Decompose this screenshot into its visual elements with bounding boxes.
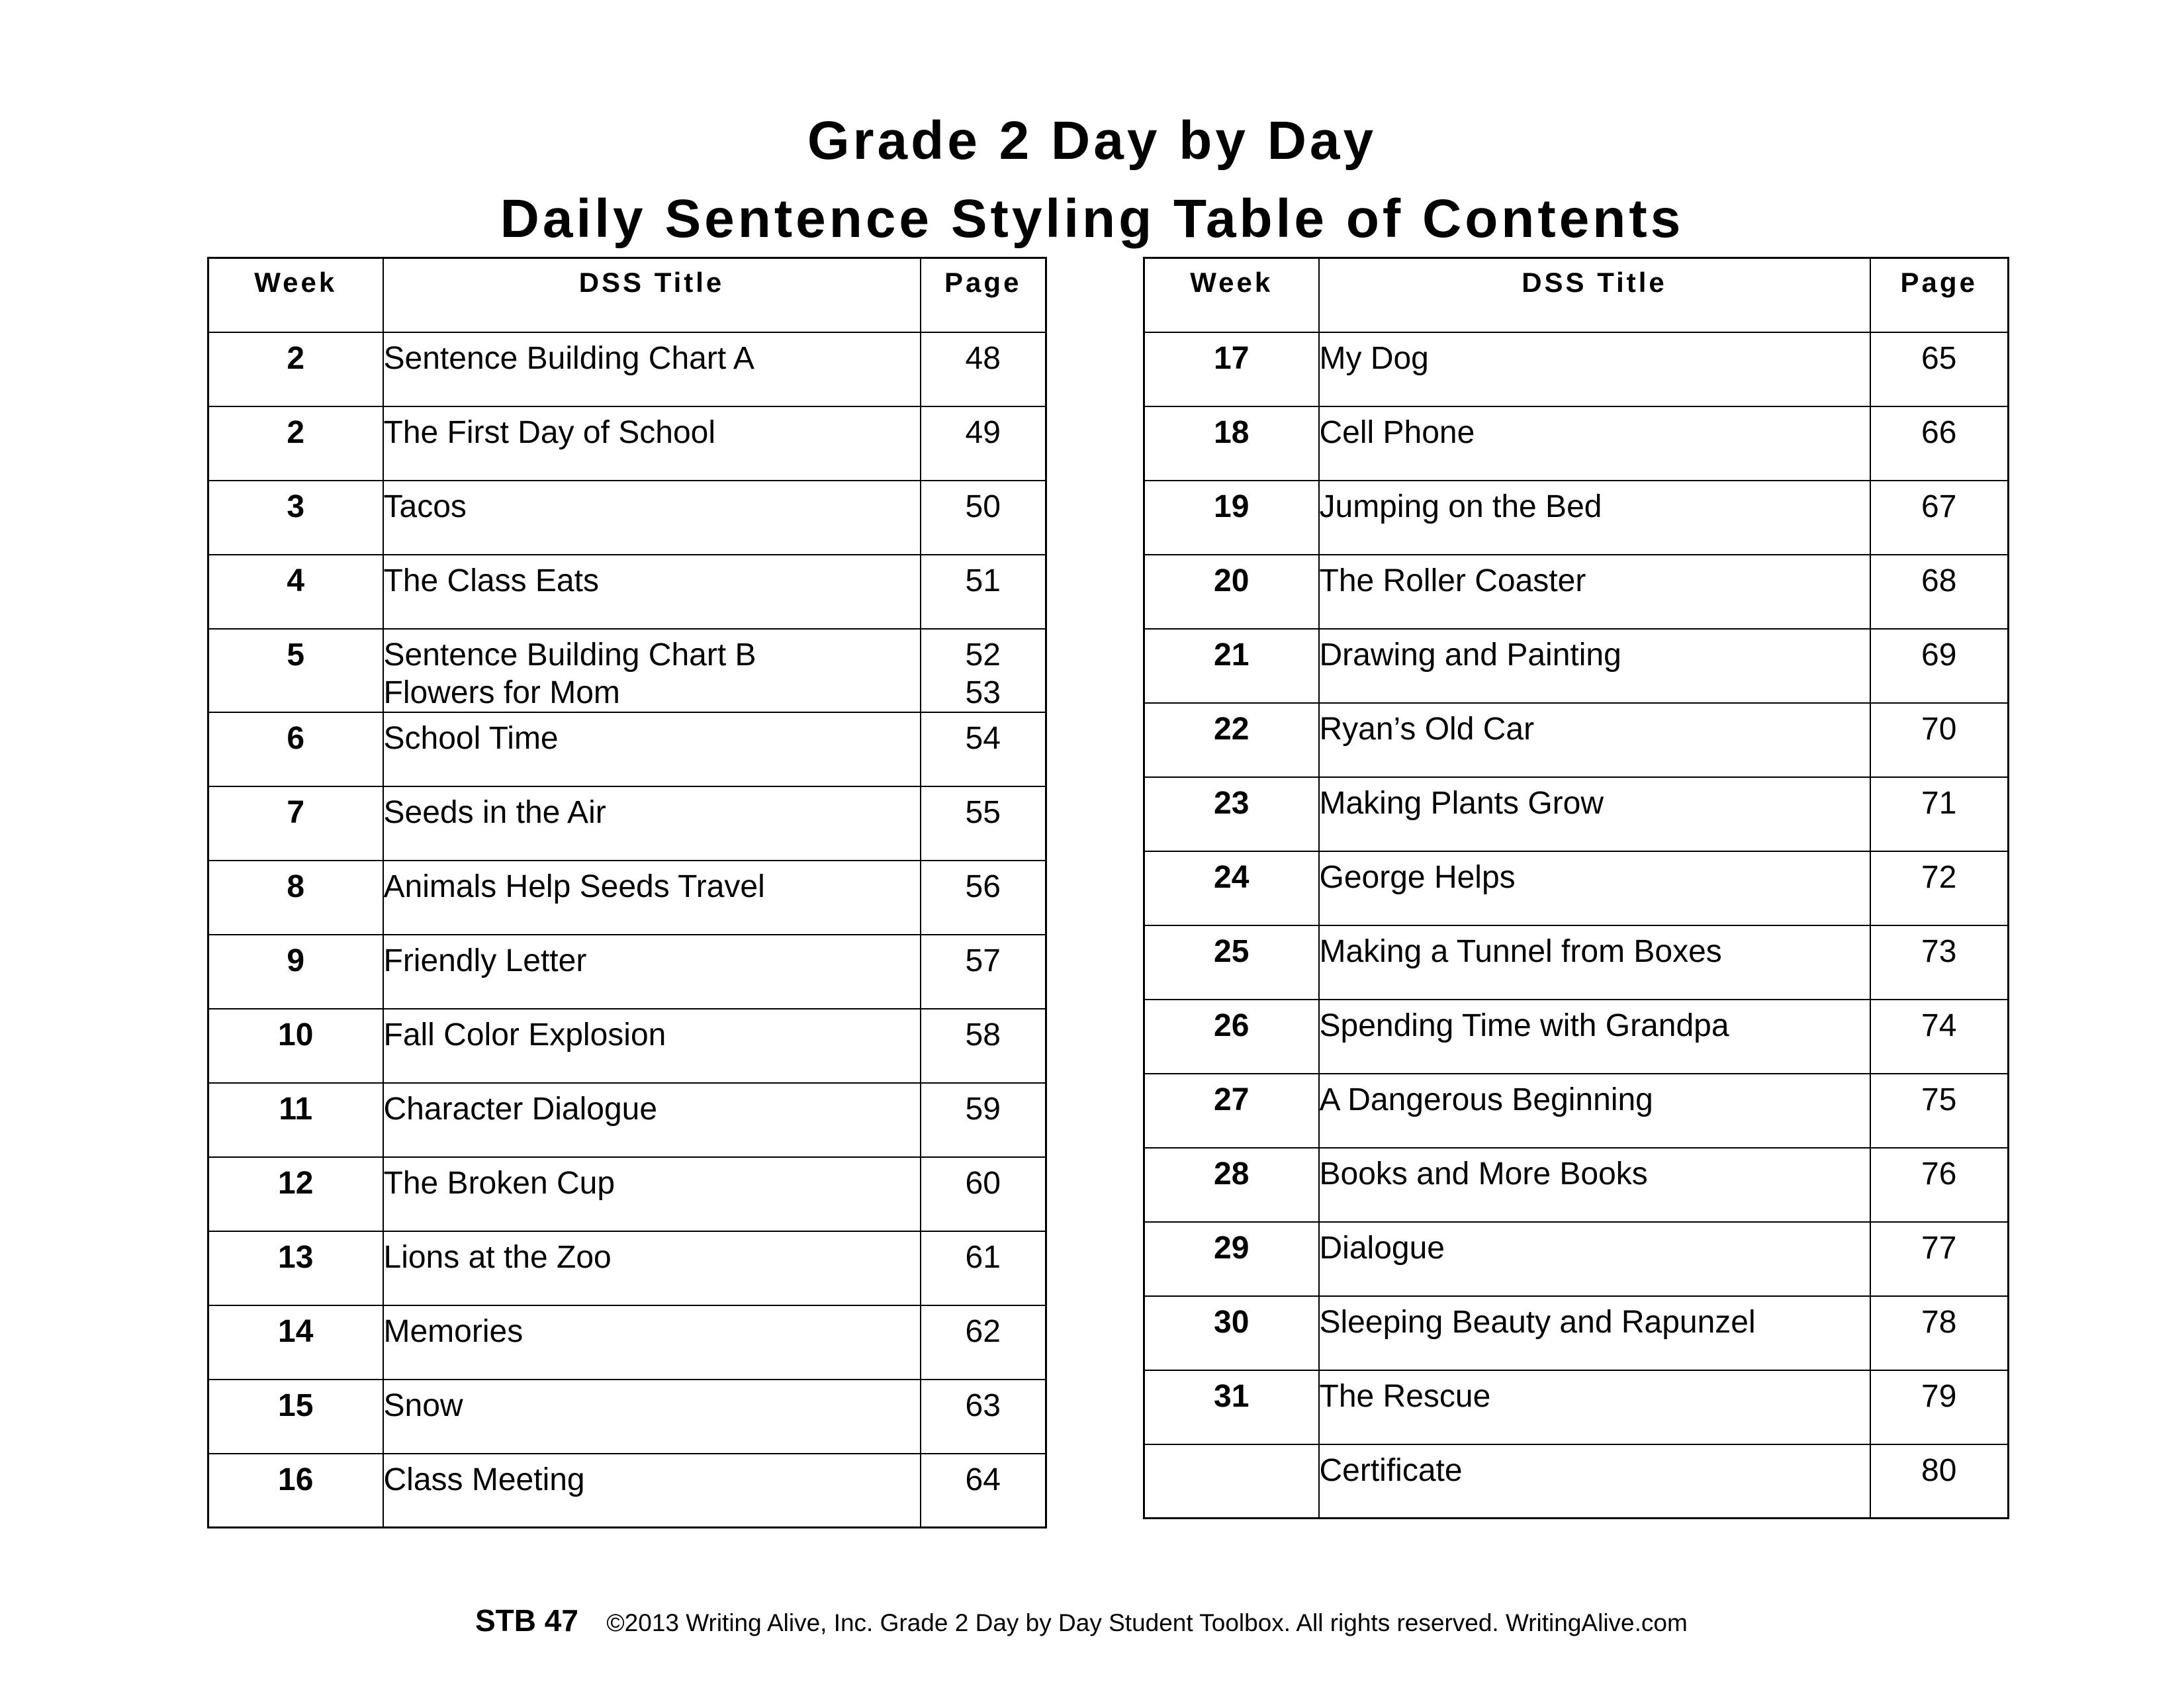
week-cell: 30 bbox=[1144, 1296, 1319, 1370]
dss-title-column-header: DSS Title bbox=[1319, 258, 1870, 332]
page-cell bbox=[1870, 777, 2009, 851]
dss-title-cell bbox=[383, 555, 921, 629]
page-number: 57 bbox=[965, 943, 1001, 978]
dss-title-cell bbox=[383, 861, 921, 935]
table-row bbox=[208, 1157, 1046, 1231]
dss-title: Friendly Letter bbox=[383, 943, 587, 978]
week-cell: 20 bbox=[1144, 555, 1319, 629]
table-row bbox=[208, 935, 1046, 1009]
page-cell bbox=[921, 1454, 1046, 1528]
dss-title-cell bbox=[383, 935, 921, 1009]
page-cell bbox=[921, 1380, 1046, 1454]
week-cell: 9 bbox=[208, 935, 383, 1009]
toolbox-page-code: STB 47 bbox=[475, 1603, 578, 1638]
dss-title-column-header: DSS Title bbox=[383, 258, 921, 332]
page-number: 61 bbox=[965, 1239, 1001, 1275]
dss-title: Making a Tunnel from Boxes bbox=[1319, 933, 1722, 969]
page-cell bbox=[1870, 1222, 2009, 1296]
week-cell: 26 bbox=[1144, 1000, 1319, 1074]
page-number: 72 bbox=[1921, 859, 1957, 895]
table-header-row bbox=[208, 258, 1046, 332]
table-row bbox=[1144, 1074, 2009, 1148]
week-cell: 23 bbox=[1144, 777, 1319, 851]
page-number: 64 bbox=[965, 1462, 1001, 1497]
page-number: 49 bbox=[965, 414, 1001, 450]
dss-title: Spending Time with Grandpa bbox=[1319, 1008, 1729, 1043]
table-row bbox=[208, 1009, 1046, 1083]
page-cell bbox=[921, 481, 1046, 555]
table-row bbox=[1144, 1000, 2009, 1074]
page-number: 65 bbox=[1921, 340, 1957, 376]
week-cell bbox=[1144, 1444, 1319, 1519]
week-cell: 19 bbox=[1144, 481, 1319, 555]
dss-title-cell bbox=[1319, 332, 1870, 406]
dss-title-cell bbox=[1319, 555, 1870, 629]
dss-title: Class Meeting bbox=[383, 1462, 585, 1497]
table-row bbox=[208, 1380, 1046, 1454]
table-row bbox=[208, 1083, 1046, 1157]
dss-title: Tacos bbox=[383, 489, 467, 524]
dss-title: Sentence Building Chart B bbox=[383, 637, 756, 673]
page-number: 60 bbox=[965, 1165, 1001, 1201]
dss-title: Sentence Building Chart A bbox=[383, 340, 754, 376]
page-number: 70 bbox=[1921, 711, 1957, 747]
page-cell bbox=[921, 861, 1046, 935]
page-number: 75 bbox=[1921, 1082, 1957, 1117]
dss-title: The First Day of School bbox=[383, 414, 716, 450]
dss-title-cell bbox=[383, 1009, 921, 1083]
page-cell bbox=[1870, 481, 2009, 555]
dss-title: The Class Eats bbox=[383, 563, 599, 598]
week-cell: 10 bbox=[208, 1009, 383, 1083]
table-row bbox=[1144, 555, 2009, 629]
dss-title: Sleeping Beauty and Rapunzel bbox=[1319, 1304, 1756, 1340]
dss-title: Fall Color Explosion bbox=[383, 1017, 666, 1053]
week-column-header: Week bbox=[1144, 258, 1319, 332]
week-cell: 6 bbox=[208, 712, 383, 786]
table-row bbox=[1144, 406, 2009, 481]
table-row bbox=[208, 712, 1046, 786]
dss-title-cell bbox=[1319, 1444, 1870, 1519]
page-number: 76 bbox=[1921, 1156, 1957, 1192]
dss-title-cell bbox=[383, 1454, 921, 1528]
week-cell: 27 bbox=[1144, 1074, 1319, 1148]
dss-title-cell bbox=[383, 406, 921, 481]
week-cell: 22 bbox=[1144, 703, 1319, 777]
week-cell: 12 bbox=[208, 1157, 383, 1231]
week-cell: 15 bbox=[208, 1380, 383, 1454]
dss-title-cell bbox=[1319, 481, 1870, 555]
page-cell bbox=[921, 406, 1046, 481]
page-number: 58 bbox=[965, 1017, 1001, 1053]
table-row bbox=[208, 1454, 1046, 1528]
week-cell: 7 bbox=[208, 786, 383, 861]
page-column-header: Page bbox=[921, 258, 1046, 332]
table-row bbox=[1144, 925, 2009, 1000]
table-row bbox=[208, 406, 1046, 481]
dss-title-cell bbox=[1319, 851, 1870, 925]
page-cell bbox=[921, 935, 1046, 1009]
dss-title: Memories bbox=[383, 1313, 523, 1349]
toc-table-right bbox=[1143, 257, 2009, 1519]
page-cell bbox=[1870, 1000, 2009, 1074]
copyright-notice: ©2013 Writing Alive, Inc. Grade 2 Day by Day Student Toolbox. All rights reserved. WritingAlive.com bbox=[606, 1609, 1688, 1636]
dss-title-cell bbox=[1319, 1000, 1870, 1074]
week-cell: 8 bbox=[208, 861, 383, 935]
table-row bbox=[1144, 481, 2009, 555]
page-number: 79 bbox=[1921, 1378, 1957, 1414]
page-cell bbox=[921, 629, 1046, 712]
page-cell bbox=[921, 1157, 1046, 1231]
dss-title-cell bbox=[383, 1083, 921, 1157]
week-cell: 2 bbox=[208, 332, 383, 406]
page-number: 55 bbox=[965, 794, 1001, 830]
week-cell: 21 bbox=[1144, 629, 1319, 703]
dss-title: Drawing and Painting bbox=[1319, 637, 1621, 673]
page-number: 56 bbox=[965, 868, 1001, 904]
dss-title: The Roller Coaster bbox=[1319, 563, 1586, 598]
page-subtitle: Daily Sentence Styling Table of Contents bbox=[500, 189, 1684, 249]
page-cell bbox=[1870, 851, 2009, 925]
page-cell bbox=[1870, 925, 2009, 1000]
table-row bbox=[1144, 777, 2009, 851]
week-cell: 18 bbox=[1144, 406, 1319, 481]
page-number: 63 bbox=[965, 1387, 1001, 1423]
dss-title-cell bbox=[383, 712, 921, 786]
dss-title: Flowers for Mom bbox=[383, 675, 620, 710]
table-row bbox=[1144, 332, 2009, 406]
page-cell bbox=[1870, 1370, 2009, 1444]
page-number: 74 bbox=[1921, 1008, 1957, 1043]
table-row bbox=[1144, 629, 2009, 703]
table-row bbox=[208, 861, 1046, 935]
page-column-header: Page bbox=[1870, 258, 2009, 332]
dss-title: Animals Help Seeds Travel bbox=[383, 868, 765, 904]
dss-title: School Time bbox=[383, 720, 559, 756]
page-cell bbox=[1870, 332, 2009, 406]
dss-title-cell bbox=[383, 1305, 921, 1380]
week-cell: 4 bbox=[208, 555, 383, 629]
page-cell bbox=[1870, 406, 2009, 481]
page-number: 51 bbox=[965, 563, 1001, 598]
dss-title: Making Plants Grow bbox=[1319, 785, 1604, 821]
page-footer bbox=[475, 1605, 1688, 1636]
dss-title-cell bbox=[1319, 925, 1870, 1000]
toc-right-body bbox=[1144, 332, 2009, 1519]
page-cell bbox=[1870, 629, 2009, 703]
week-cell: 17 bbox=[1144, 332, 1319, 406]
table-row bbox=[208, 1231, 1046, 1305]
week-cell: 24 bbox=[1144, 851, 1319, 925]
dss-title: Certificate bbox=[1319, 1452, 1463, 1488]
dss-title-cell bbox=[1319, 777, 1870, 851]
page-number: 59 bbox=[965, 1091, 1001, 1127]
page-number: 71 bbox=[1921, 785, 1957, 821]
table-row bbox=[1144, 851, 2009, 925]
page-number: 50 bbox=[965, 489, 1001, 524]
week-cell: 3 bbox=[208, 481, 383, 555]
table-row bbox=[208, 786, 1046, 861]
dss-title: A Dangerous Beginning bbox=[1319, 1082, 1653, 1117]
page-cell bbox=[921, 712, 1046, 786]
week-column-header: Week bbox=[208, 258, 383, 332]
week-cell: 28 bbox=[1144, 1148, 1319, 1222]
dss-title-cell bbox=[383, 1157, 921, 1231]
table-row bbox=[1144, 1148, 2009, 1222]
dss-title-cell bbox=[1319, 1074, 1870, 1148]
page-cell bbox=[921, 1083, 1046, 1157]
week-cell: 14 bbox=[208, 1305, 383, 1380]
table-row bbox=[208, 481, 1046, 555]
page-number: 67 bbox=[1921, 489, 1957, 524]
week-cell: 5 bbox=[208, 629, 383, 712]
table-row bbox=[208, 1305, 1046, 1380]
page-number: 73 bbox=[1921, 933, 1957, 969]
table-row bbox=[208, 555, 1046, 629]
page-number: 54 bbox=[965, 720, 1001, 756]
page-title: Grade 2 Day by Day bbox=[807, 111, 1377, 171]
table-row bbox=[208, 629, 1046, 712]
table-row bbox=[1144, 1296, 2009, 1370]
week-cell: 11 bbox=[208, 1083, 383, 1157]
dss-title: Lions at the Zoo bbox=[383, 1239, 612, 1275]
page-number: 53 bbox=[965, 675, 1001, 710]
dss-title: Character Dialogue bbox=[383, 1091, 658, 1127]
dss-title: Jumping on the Bed bbox=[1319, 489, 1602, 524]
page-cell bbox=[921, 1305, 1046, 1380]
dss-title-cell bbox=[383, 332, 921, 406]
dss-title: Seeds in the Air bbox=[383, 794, 606, 830]
page-number: 78 bbox=[1921, 1304, 1957, 1340]
week-cell: 2 bbox=[208, 406, 383, 481]
page-cell bbox=[921, 332, 1046, 406]
page-number: 62 bbox=[965, 1313, 1001, 1349]
dss-title-cell bbox=[1319, 1370, 1870, 1444]
table-row bbox=[1144, 1222, 2009, 1296]
dss-title-cell bbox=[1319, 1296, 1870, 1370]
dss-title-cell bbox=[1319, 629, 1870, 703]
week-cell: 13 bbox=[208, 1231, 383, 1305]
page-cell bbox=[921, 1231, 1046, 1305]
page-cell bbox=[1870, 1074, 2009, 1148]
page-number: 68 bbox=[1921, 563, 1957, 598]
page-number: 48 bbox=[965, 340, 1001, 376]
table-row bbox=[1144, 1370, 2009, 1444]
week-cell: 29 bbox=[1144, 1222, 1319, 1296]
page-number: 69 bbox=[1921, 637, 1957, 673]
table-row bbox=[1144, 1444, 2009, 1519]
page-cell bbox=[921, 786, 1046, 861]
page-cell bbox=[1870, 1296, 2009, 1370]
table-row bbox=[1144, 703, 2009, 777]
page-cell bbox=[1870, 1444, 2009, 1519]
week-cell: 16 bbox=[208, 1454, 383, 1528]
dss-title: Ryan’s Old Car bbox=[1319, 711, 1535, 747]
toc-table-left bbox=[207, 257, 1047, 1528]
page-number: 77 bbox=[1921, 1230, 1957, 1266]
page-number: 80 bbox=[1921, 1452, 1957, 1488]
page-number: 52 bbox=[965, 637, 1001, 673]
toc-left-body bbox=[208, 332, 1046, 1528]
dss-title: The Rescue bbox=[1319, 1378, 1491, 1414]
dss-title: Cell Phone bbox=[1319, 414, 1475, 450]
dss-title: Books and More Books bbox=[1319, 1156, 1648, 1192]
dss-title-cell bbox=[383, 1380, 921, 1454]
page-cell bbox=[921, 1009, 1046, 1083]
page-number: 66 bbox=[1921, 414, 1957, 450]
page-cell bbox=[1870, 703, 2009, 777]
dss-title: George Helps bbox=[1319, 859, 1516, 895]
dss-title-cell bbox=[1319, 406, 1870, 481]
table-header-row bbox=[1144, 258, 2009, 332]
dss-title-cell bbox=[1319, 1222, 1870, 1296]
dss-title-cell bbox=[383, 786, 921, 861]
dss-title-cell bbox=[383, 629, 921, 712]
page-cell bbox=[921, 555, 1046, 629]
dss-title-cell bbox=[383, 1231, 921, 1305]
dss-title-cell bbox=[1319, 703, 1870, 777]
dss-title: My Dog bbox=[1319, 340, 1429, 376]
dss-title: The Broken Cup bbox=[383, 1165, 615, 1201]
dss-title-cell bbox=[1319, 1148, 1870, 1222]
page-cell bbox=[1870, 555, 2009, 629]
dss-title-cell bbox=[383, 481, 921, 555]
week-cell: 25 bbox=[1144, 925, 1319, 1000]
dss-title: Dialogue bbox=[1319, 1230, 1445, 1266]
page-cell bbox=[1870, 1148, 2009, 1222]
week-cell: 31 bbox=[1144, 1370, 1319, 1444]
dss-title: Snow bbox=[383, 1387, 463, 1423]
table-row bbox=[208, 332, 1046, 406]
